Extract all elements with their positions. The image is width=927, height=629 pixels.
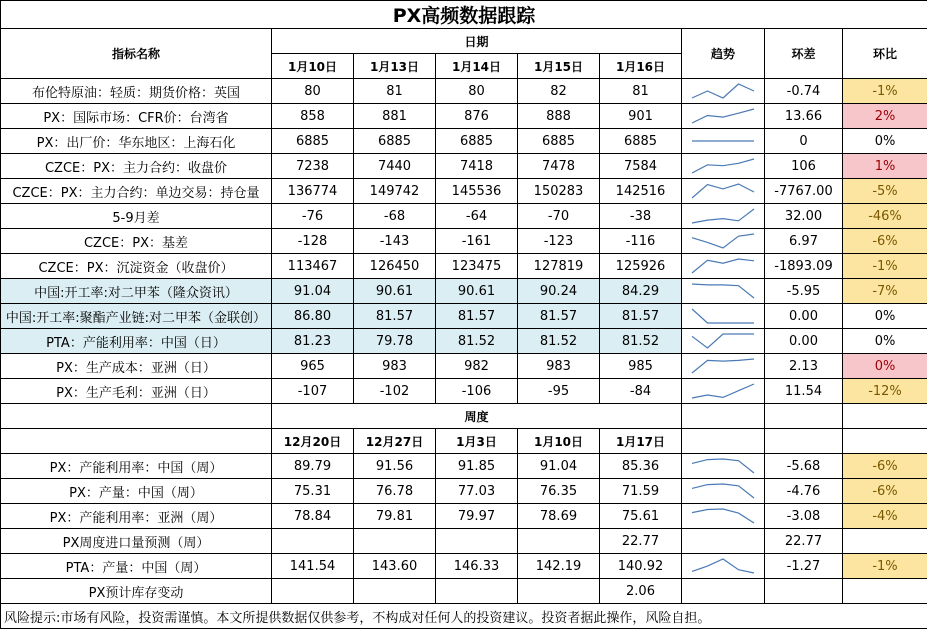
change-value: -5.95	[765, 279, 843, 304]
value-cell: 888	[518, 104, 600, 129]
value-cell: 77.03	[436, 479, 518, 504]
value-cell: 142516	[600, 179, 682, 204]
trend-sparkline	[682, 329, 765, 354]
value-cell: 81.57	[354, 304, 436, 329]
value-cell: 881	[354, 104, 436, 129]
value-cell: 81.52	[436, 329, 518, 354]
table-row	[1, 179, 927, 204]
sparkline-chart	[690, 507, 756, 525]
value-cell: 141.54	[272, 554, 354, 579]
pct-change-value: 0%	[843, 329, 927, 354]
value-cell: 2.06	[600, 579, 682, 604]
table-row	[1, 79, 927, 104]
value-cell: 76.35	[518, 479, 600, 504]
pct-change-value: -1%	[843, 79, 927, 104]
change-value: 2.13	[765, 354, 843, 379]
value-cell: -64	[436, 204, 518, 229]
table-row	[1, 379, 927, 404]
change-value: 0.00	[765, 329, 843, 354]
sparkline-chart	[690, 107, 756, 125]
indicator-name: 中国:开工率:聚酯产业链:对二甲苯（金联创）	[1, 304, 272, 329]
risk-disclaimer: 风险提示:市场有风险，投资需谨慎。本文所提供数据仅供参考，不构成对任何人的投资建议。投资者据此操作，风险自担。	[1, 604, 927, 629]
value-cell: 90.61	[354, 279, 436, 304]
pct-change-header: 环比	[843, 29, 927, 79]
weekly-date-header: 1月17日	[600, 429, 682, 454]
trend-sparkline	[682, 529, 765, 554]
change-value: 0.00	[765, 304, 843, 329]
weekly-date-header: 1月3日	[436, 429, 518, 454]
change-value: 13.66	[765, 104, 843, 129]
daily-date-header: 1月10日	[272, 54, 354, 79]
value-cell: -95	[518, 379, 600, 404]
trend-header: 趋势	[682, 29, 765, 79]
trend-sparkline	[682, 504, 765, 529]
pct-change-value: -6%	[843, 454, 927, 479]
table-row	[1, 254, 927, 279]
value-cell: 71.59	[600, 479, 682, 504]
sparkline-chart	[690, 282, 756, 300]
value-cell: 983	[518, 354, 600, 379]
sparkline-series	[692, 384, 754, 398]
value-cell: 86.80	[272, 304, 354, 329]
weekly-group-header: 周度	[272, 404, 682, 429]
trend-sparkline	[682, 304, 765, 329]
pct-change-value: 0%	[843, 129, 927, 154]
value-cell: 143.60	[354, 554, 436, 579]
indicator-name: PX：产能利用率：中国（周）	[1, 454, 272, 479]
table-row	[1, 579, 927, 604]
pct-change-value: 0%	[843, 354, 927, 379]
value-cell: 79.78	[354, 329, 436, 354]
trend-sparkline	[682, 279, 765, 304]
indicator-name: PX：产能利用率：亚洲（周）	[1, 504, 272, 529]
pct-change-value	[843, 579, 927, 604]
indicator-name: 5-9月差	[1, 204, 272, 229]
indicator-name: PX：生产毛利：亚洲（日）	[1, 379, 272, 404]
sparkline-chart	[690, 482, 756, 500]
date-group-header: 日期	[272, 29, 682, 54]
value-cell: 76.78	[354, 479, 436, 504]
value-cell: 7238	[272, 154, 354, 179]
indicator-name: PX：生产成本：亚洲（日）	[1, 354, 272, 379]
value-cell: 149742	[354, 179, 436, 204]
value-cell: 113467	[272, 254, 354, 279]
value-cell: 81.23	[272, 329, 354, 354]
sparkline-chart	[690, 532, 756, 550]
pct-change-value: 1%	[843, 154, 927, 179]
value-cell: 6885	[600, 129, 682, 154]
value-cell: 81.57	[600, 304, 682, 329]
table-row	[1, 554, 927, 579]
trend-sparkline	[682, 454, 765, 479]
value-cell: 136774	[272, 179, 354, 204]
table-title: PX高频数据跟踪	[1, 1, 927, 29]
table-row	[1, 229, 927, 254]
value-cell: -38	[600, 204, 682, 229]
value-cell: 126450	[354, 254, 436, 279]
value-cell	[354, 529, 436, 554]
table-row	[1, 504, 927, 529]
indicator-name: PX：产量：中国（周）	[1, 479, 272, 504]
value-cell: 876	[436, 104, 518, 129]
sparkline-series	[692, 234, 754, 248]
value-cell: 965	[272, 354, 354, 379]
value-cell: 6885	[272, 129, 354, 154]
pct-change-value: -5%	[843, 179, 927, 204]
value-cell: -143	[354, 229, 436, 254]
daily-date-header: 1月16日	[600, 54, 682, 79]
indicator-name: PX预计库存变动	[1, 579, 272, 604]
sparkline-series	[692, 459, 754, 473]
value-cell: 81.52	[518, 329, 600, 354]
trend-sparkline	[682, 554, 765, 579]
sparkline-chart	[690, 232, 756, 250]
value-cell: 75.61	[600, 504, 682, 529]
change-value: -1893.09	[765, 254, 843, 279]
sparkline-series	[692, 309, 754, 323]
value-cell: 7440	[354, 154, 436, 179]
pct-change-value: -6%	[843, 479, 927, 504]
change-value: -0.74	[765, 79, 843, 104]
sparkline-series	[692, 509, 754, 523]
value-cell: 91.56	[354, 454, 436, 479]
sparkline-chart	[690, 257, 756, 275]
value-cell: 81.57	[518, 304, 600, 329]
value-cell: -161	[436, 229, 518, 254]
indicator-name: PX：国际市场：CFR价：台湾省	[1, 104, 272, 129]
sparkline-chart	[690, 557, 756, 575]
value-cell: 90.24	[518, 279, 600, 304]
value-cell: 7584	[600, 154, 682, 179]
value-cell: 75.31	[272, 479, 354, 504]
value-cell: 80	[272, 79, 354, 104]
value-cell: 81.52	[600, 329, 682, 354]
table-row	[1, 354, 927, 379]
value-cell: 81	[354, 79, 436, 104]
value-cell: 6885	[354, 129, 436, 154]
sparkline-chart	[690, 157, 756, 175]
trend-sparkline	[682, 154, 765, 179]
indicator-name: CZCE：PX：基差	[1, 229, 272, 254]
value-cell: 81.57	[436, 304, 518, 329]
trend-sparkline	[682, 129, 765, 154]
sparkline-series	[692, 334, 754, 348]
pct-change-value: 2%	[843, 104, 927, 129]
pct-change-value: 0%	[843, 304, 927, 329]
value-cell: 89.79	[272, 454, 354, 479]
table-row	[1, 479, 927, 504]
value-cell: 91.85	[436, 454, 518, 479]
table-row	[1, 204, 927, 229]
indicator-name: PTA：产量：中国（周）	[1, 554, 272, 579]
sparkline-series	[692, 159, 754, 173]
value-cell: 145536	[436, 179, 518, 204]
change-value	[765, 579, 843, 604]
table-row	[1, 154, 927, 179]
sparkline-series	[692, 184, 754, 198]
value-cell: -106	[436, 379, 518, 404]
sparkline-chart	[690, 82, 756, 100]
value-cell: 85.36	[600, 454, 682, 479]
change-header: 环差	[765, 29, 843, 79]
change-value: -4.76	[765, 479, 843, 504]
trend-sparkline	[682, 354, 765, 379]
pct-change-value: -6%	[843, 229, 927, 254]
indicator-name: PX：出厂价：华东地区：上海石化	[1, 129, 272, 154]
value-cell: 6885	[436, 129, 518, 154]
change-value: -7767.00	[765, 179, 843, 204]
weekly-date-header: 1月10日	[518, 429, 600, 454]
trend-sparkline	[682, 254, 765, 279]
value-cell: 125926	[600, 254, 682, 279]
trend-sparkline	[682, 579, 765, 604]
value-cell: 91.04	[518, 454, 600, 479]
table-row	[1, 304, 927, 329]
value-cell: 7478	[518, 154, 600, 179]
value-cell: 983	[354, 354, 436, 379]
value-cell: 80	[436, 79, 518, 104]
change-value: 32.00	[765, 204, 843, 229]
pct-change-value: -46%	[843, 204, 927, 229]
value-cell	[272, 529, 354, 554]
weekly-group-row	[1, 404, 927, 429]
indicator-name: 中国:开工率:对二甲苯（隆众资讯）	[1, 279, 272, 304]
indicator-header: 指标名称	[1, 29, 272, 79]
value-cell: 90.61	[436, 279, 518, 304]
change-value: -1.27	[765, 554, 843, 579]
value-cell: 79.97	[436, 504, 518, 529]
value-cell: 6885	[518, 129, 600, 154]
value-cell	[436, 529, 518, 554]
sparkline-series	[692, 259, 754, 273]
trend-sparkline	[682, 229, 765, 254]
value-cell: 140.92	[600, 554, 682, 579]
value-cell	[354, 579, 436, 604]
sparkline-series	[692, 109, 754, 123]
value-cell	[436, 579, 518, 604]
trend-sparkline	[682, 204, 765, 229]
sparkline-chart	[690, 207, 756, 225]
daily-date-header: 1月15日	[518, 54, 600, 79]
value-cell: 81	[600, 79, 682, 104]
sparkline-series	[692, 84, 754, 98]
sparkline-chart	[690, 132, 756, 150]
pct-change-value	[843, 529, 927, 554]
change-value: 6.97	[765, 229, 843, 254]
weekly-date-row	[1, 429, 927, 454]
value-cell: -128	[272, 229, 354, 254]
value-cell: 982	[436, 354, 518, 379]
value-cell: 22.77	[600, 529, 682, 554]
change-value: 11.54	[765, 379, 843, 404]
table-row	[1, 129, 927, 154]
daily-date-header: 1月14日	[436, 54, 518, 79]
value-cell: 79.81	[354, 504, 436, 529]
value-cell: -76	[272, 204, 354, 229]
trend-sparkline	[682, 104, 765, 129]
value-cell	[518, 579, 600, 604]
change-value: 106	[765, 154, 843, 179]
sparkline-chart	[690, 357, 756, 375]
change-value: -3.08	[765, 504, 843, 529]
value-cell: -102	[354, 379, 436, 404]
table-row	[1, 329, 927, 354]
value-cell: -70	[518, 204, 600, 229]
value-cell: 78.69	[518, 504, 600, 529]
trend-sparkline	[682, 379, 765, 404]
sparkline-chart	[690, 307, 756, 325]
pct-change-value: -7%	[843, 279, 927, 304]
value-cell: 858	[272, 104, 354, 129]
trend-sparkline	[682, 479, 765, 504]
indicator-name: PTA：产能利用率：中国（日）	[1, 329, 272, 354]
value-cell: 82	[518, 79, 600, 104]
daily-date-header: 1月13日	[354, 54, 436, 79]
value-cell: -68	[354, 204, 436, 229]
value-cell: 142.19	[518, 554, 600, 579]
sparkline-chart	[690, 182, 756, 200]
value-cell	[272, 579, 354, 604]
pct-change-value: -12%	[843, 379, 927, 404]
change-value: -5.68	[765, 454, 843, 479]
indicator-name: 布伦特原油：轻质：期货价格：英国	[1, 79, 272, 104]
value-cell: 91.04	[272, 279, 354, 304]
value-cell: 985	[600, 354, 682, 379]
pct-change-value: -1%	[843, 254, 927, 279]
sparkline-chart	[690, 382, 756, 400]
sparkline-chart	[690, 457, 756, 475]
sparkline-series	[692, 209, 754, 223]
value-cell: 127819	[518, 254, 600, 279]
value-cell	[518, 529, 600, 554]
change-value: 22.77	[765, 529, 843, 554]
indicator-name: CZCE：PX：沉淀资金（收盘价）	[1, 254, 272, 279]
sparkline-series	[692, 484, 754, 498]
value-cell: -123	[518, 229, 600, 254]
pct-change-value: -1%	[843, 554, 927, 579]
weekly-date-header: 12月20日	[272, 429, 354, 454]
value-cell: -107	[272, 379, 354, 404]
table-row	[1, 529, 927, 554]
weekly-date-header: 12月27日	[354, 429, 436, 454]
value-cell: 150283	[518, 179, 600, 204]
trend-sparkline	[682, 179, 765, 204]
value-cell: 7418	[436, 154, 518, 179]
pct-change-value: -4%	[843, 504, 927, 529]
sparkline-chart	[690, 582, 756, 600]
sparkline-series	[692, 359, 754, 373]
indicator-name: CZCE：PX：主力合约：收盘价	[1, 154, 272, 179]
change-value: 0	[765, 129, 843, 154]
value-cell: 901	[600, 104, 682, 129]
sparkline-series	[692, 284, 754, 298]
value-cell: -116	[600, 229, 682, 254]
table-row	[1, 104, 927, 129]
value-cell: 146.33	[436, 554, 518, 579]
indicator-name: PX周度进口量预测（周）	[1, 529, 272, 554]
indicator-name: CZCE：PX：主力合约：单边交易：持仓量	[1, 179, 272, 204]
value-cell: 123475	[436, 254, 518, 279]
value-cell: 84.29	[600, 279, 682, 304]
sparkline-chart	[690, 332, 756, 350]
value-cell: -84	[600, 379, 682, 404]
table-row	[1, 279, 927, 304]
table-row	[1, 454, 927, 479]
trend-sparkline	[682, 79, 765, 104]
value-cell: 78.84	[272, 504, 354, 529]
sparkline-series	[692, 559, 754, 573]
